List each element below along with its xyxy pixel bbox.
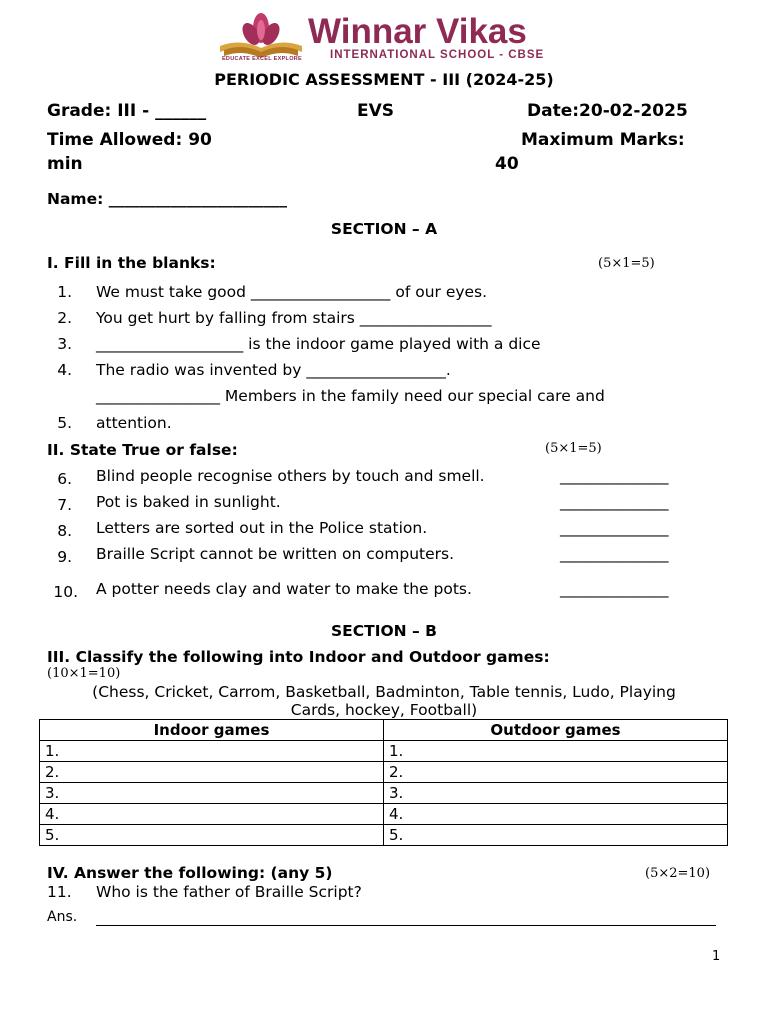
q10-text: A potter needs clay and water to make the pots. bbox=[96, 580, 472, 598]
table-row bbox=[40, 783, 728, 804]
q6-answer-blank[interactable]: ______________ bbox=[560, 467, 669, 485]
indoor-cell[interactable]: 5. bbox=[40, 825, 384, 846]
indoor-cell[interactable]: 4. bbox=[40, 804, 384, 825]
outdoor-cell[interactable]: 1. bbox=[384, 741, 728, 762]
classification-table bbox=[39, 719, 728, 846]
q11-answer-line[interactable] bbox=[96, 925, 716, 926]
q3-number: 3. bbox=[57, 335, 72, 353]
lotus-book-icon bbox=[218, 12, 304, 60]
page-number: 1 bbox=[712, 949, 721, 964]
grade-label: Grade: III - ______ bbox=[47, 101, 207, 121]
q7-answer-blank[interactable]: ______________ bbox=[560, 493, 669, 511]
indoor-cell[interactable]: 2. bbox=[40, 762, 384, 783]
subject-label: EVS bbox=[357, 101, 395, 121]
q2-number: 2. bbox=[57, 309, 72, 327]
outdoor-cell[interactable]: 3. bbox=[384, 783, 728, 804]
q5-text-line2: attention. bbox=[96, 414, 172, 432]
outdoor-games-header: Outdoor games bbox=[384, 720, 728, 741]
indoor-cell[interactable]: 3. bbox=[40, 783, 384, 804]
games-list-line2: Cards, hockey, Football) bbox=[290, 701, 478, 719]
max-marks-value: 40 bbox=[495, 154, 519, 174]
table-row bbox=[40, 825, 728, 846]
q11-ans-label: Ans. bbox=[47, 909, 78, 925]
date-label: Date:20-02-2025 bbox=[527, 101, 688, 121]
part3-title: III. Classify the following into Indoor and Outdoor games: bbox=[47, 648, 550, 666]
time-allowed-label: Time Allowed: 90 bbox=[47, 130, 212, 150]
q10-answer-blank[interactable]: ______________ bbox=[560, 580, 669, 598]
q11-number: 11. bbox=[47, 883, 72, 901]
part3-marks: (10×1=10) bbox=[47, 666, 121, 681]
section-b-heading: SECTION – B bbox=[331, 622, 437, 640]
q2-text[interactable]: You get hurt by falling from stairs _________________ bbox=[96, 309, 492, 327]
school-name: Winnar Vikas bbox=[308, 12, 527, 51]
q3-text[interactable]: ___________________ is the indoor game played with a dice bbox=[96, 335, 541, 353]
q11-text: Who is the father of Braille Script? bbox=[96, 883, 362, 901]
q10-number: 10. bbox=[53, 583, 78, 601]
q1-number: 1. bbox=[57, 283, 72, 301]
part1-title: I. Fill in the blanks: bbox=[47, 254, 216, 272]
school-logo bbox=[218, 12, 553, 66]
outdoor-cell[interactable]: 5. bbox=[384, 825, 728, 846]
q8-text: Letters are sorted out in the Police station. bbox=[96, 519, 428, 537]
q4-number: 4. bbox=[57, 361, 72, 379]
q8-number: 8. bbox=[57, 522, 72, 540]
q7-number: 7. bbox=[57, 496, 72, 514]
exam-title: PERIODIC ASSESSMENT - III (2024-25) bbox=[214, 70, 554, 89]
part4-marks: (5×2=10) bbox=[645, 866, 711, 881]
indoor-games-header: Indoor games bbox=[40, 720, 384, 741]
section-a-heading: SECTION – A bbox=[330, 220, 438, 238]
q9-text: Braille Script cannot be written on computers. bbox=[96, 545, 455, 563]
table-row bbox=[40, 762, 728, 783]
part1-marks: (5×1=5) bbox=[598, 256, 655, 271]
name-field[interactable]: Name: _______________________ bbox=[47, 190, 287, 208]
school-tagline: EDUCATE EXCEL EXPLORE bbox=[221, 56, 303, 62]
part2-marks: (5×1=5) bbox=[545, 441, 602, 456]
q9-answer-blank[interactable]: ______________ bbox=[560, 545, 669, 563]
outdoor-cell[interactable]: 4. bbox=[384, 804, 728, 825]
table-header-row bbox=[40, 720, 728, 741]
q4-text[interactable]: The radio was invented by __________________. bbox=[96, 361, 451, 379]
outdoor-cell[interactable]: 2. bbox=[384, 762, 728, 783]
q6-number: 6. bbox=[57, 470, 72, 488]
q9-number: 9. bbox=[57, 548, 72, 566]
max-marks-label: Maximum Marks: bbox=[521, 130, 685, 150]
part4-title: IV. Answer the following: (any 5) bbox=[47, 864, 333, 882]
q5-number: 5. bbox=[57, 414, 72, 432]
time-allowed-unit: min bbox=[47, 154, 83, 174]
q1-text[interactable]: We must take good __________________ of our eyes. bbox=[96, 283, 488, 301]
table-row bbox=[40, 741, 728, 762]
q7-text: Pot is baked in sunlight. bbox=[96, 493, 281, 511]
indoor-cell[interactable]: 1. bbox=[40, 741, 384, 762]
games-list-line1: (Chess, Cricket, Carrom, Basketball, Badminton, Table tennis, Ludo, Playing bbox=[92, 683, 676, 701]
school-subtitle: INTERNATIONAL SCHOOL - CBSE bbox=[330, 49, 545, 61]
q5-text-line1[interactable]: ________________ Members in the family need our special care and bbox=[96, 387, 605, 405]
q6-text: Blind people recognise others by touch and smell. bbox=[96, 467, 485, 485]
q8-answer-blank[interactable]: ______________ bbox=[560, 519, 669, 537]
part2-title: II. State True or false: bbox=[47, 441, 238, 459]
table-row bbox=[40, 804, 728, 825]
